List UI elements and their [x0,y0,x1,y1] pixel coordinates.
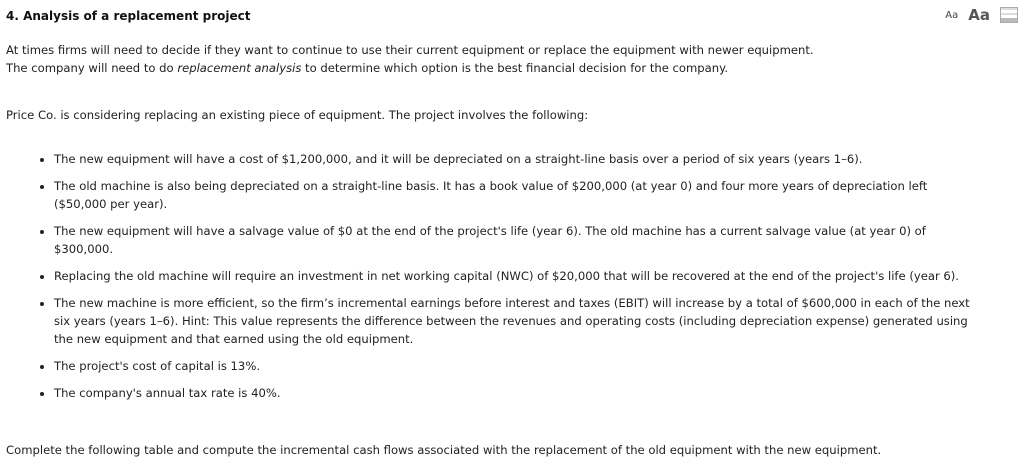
list-item: • The new machine is more efficient, so the firm’s incremental earnings before interest and taxes (EBIT) will increase by a total of $600,000 in each of the next six years (years 1–6). Hint: This value represents the difference between the revenues and operating costs (including depreciation expense) generated using the new equipment and that earned using the old equipment. [54,294,974,348]
setup-paragraph: Price Co. is considering replacing an existing piece of equipment. The project involves the following: [6,108,589,122]
list-item: • The new equipment will have a cost of $1,200,000, and it will be depreciated on a straight-line basis over a period of six years (years 1–6). [54,150,974,168]
assumption-list [22,150,974,411]
font-size-small-button[interactable]: Aa [945,9,959,21]
intro-line-1: At times firms will need to decide if they want to continue to use their current equipment or replace the equipment with newer equipment. [6,43,814,57]
question-title: 4. Analysis of a replacement project [6,9,251,23]
intro-line-2-start: The company will need to do [6,61,178,75]
intro-paragraph [6,41,1006,77]
list-item: • The company's annual tax rate is 40%. [54,384,974,402]
list-item: • The old machine is also being depreciated on a straight-line basis. It has a book value of $200,000 (at year 0) and four more years of depreciation left ($50,000 per year). [54,177,974,213]
list-item: • Replacing the old machine will require an investment in net working capital (NWC) of $20,000 that will be recovered at the end of the project's life (year 6). [54,267,974,285]
list-item: • The new equipment will have a salvage value of $0 at the end of the project's life (year 6). The old machine has a current salvage value (at year 0) of $300,000. [54,222,974,258]
toolbar [945,6,1018,24]
list-item: • The project's cost of capital is 13%. [54,357,974,375]
closing-paragraph: Complete the following table and compute the incremental cash flows associated with the replacement of the old equipment with the new equipment. [6,443,882,457]
printer-icon[interactable] [1000,7,1018,23]
intro-line-2-end: to determine which option is the best financial decision for the company. [301,61,729,75]
intro-emphasis: replacement analysis [177,61,302,75]
font-size-large-button[interactable]: Aa [968,6,990,24]
